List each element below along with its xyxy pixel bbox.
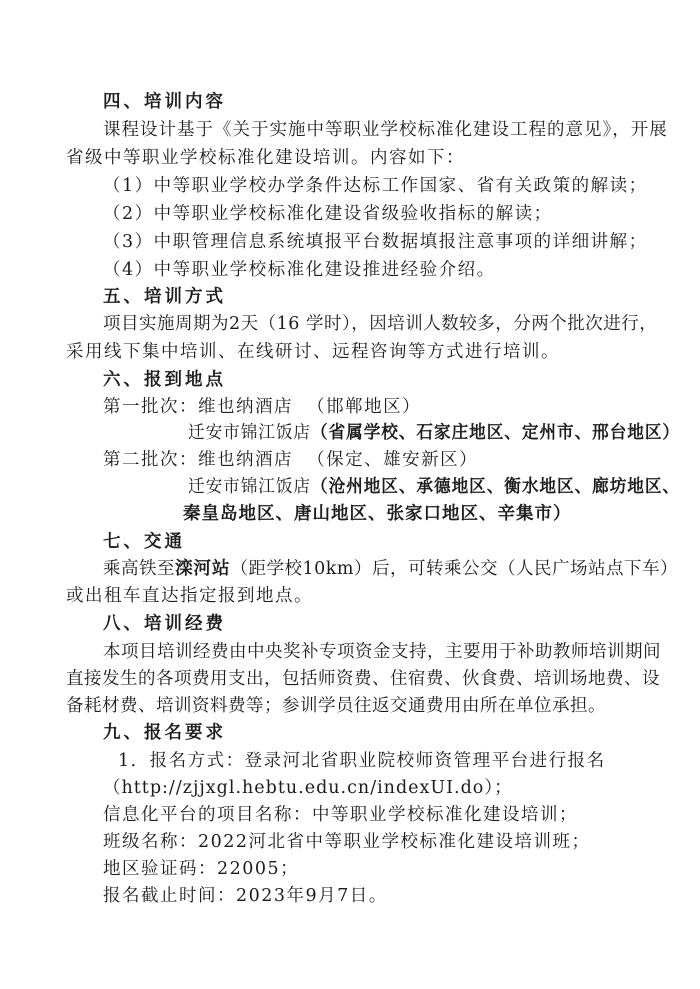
batch-2-hotel-2-area-line-1: （沧州地区、承德地区、衡水地区、廊坊地区、 [310, 477, 680, 497]
section-5-paragraph-line-1: 项目实施周期为2天（16 学时），因培训人数较多，分两个批次进行， [103, 314, 658, 334]
batch-1-line [103, 395, 421, 419]
section-7-paragraph-line-1 [103, 557, 678, 581]
section-8-paragraph-line-1: 本项目培训经费由中央奖补专项资金支持，主要用于补助教师培训期间 [103, 642, 661, 662]
batch-2-hotel-2-area-line-2: 秦皇岛地区、唐山地区、张家口地区、辛集市） [183, 504, 572, 524]
section-6-heading: 六、报到地点 [103, 370, 226, 390]
batch-1-label: 第一批次： [103, 397, 198, 417]
batch-2-hotel-2-line [188, 475, 680, 499]
section-4-paragraph-line-1: 课程设计基于《关于实施中等职业学校标准化建设工程的意见》，开展 [103, 120, 668, 140]
registration-deadline: 报名截止时间：2023年9月7日。 [103, 886, 388, 906]
section-5-paragraph-line-2: 采用线下集中培训、在线研讨、远程咨询等方式进行培训。 [66, 342, 560, 362]
section-4-item-1: （1）中等职业学校办学条件达标工作国家、省有关政策的解读； [103, 176, 648, 196]
batch-1-hotel-2-line [188, 421, 680, 445]
station-name: 滦河站 [175, 559, 231, 579]
region-verification-code: 地区验证码：22005； [103, 859, 300, 879]
section-7-text-pre: 乘高铁至 [103, 559, 175, 579]
batch-2-hotel-1-area: （保定、雄安新区） [307, 450, 479, 470]
batch-1-hotel-2: 迁安市锦江饭店 [188, 423, 311, 443]
section-9-heading: 九、报名要求 [103, 723, 226, 743]
batch-1-hotel-1: 维也纳酒店 [198, 397, 293, 417]
batch-2-hotel-1: 维也纳酒店 [198, 450, 293, 470]
class-name: 班级名称：2022河北省中等职业学校标准化建设培训班； [103, 832, 591, 852]
batch-2-hotel-2: 迁安市锦江饭店 [188, 477, 311, 497]
section-7-paragraph-line-2: 或出租车直达指定报到地点。 [66, 586, 313, 606]
batch-2-label: 第二批次： [103, 450, 198, 470]
section-8-paragraph-line-2: 直接发生的各项费用支出，包括师资费、住宿费、伙食费、培训场地费、设 [66, 669, 660, 689]
registration-method: 1．报名方式：登录河北省职业院校师资管理平台进行报名 [118, 751, 606, 771]
section-4-item-4: （4）中等职业学校标准化建设推进经验介绍。 [103, 260, 496, 280]
platform-project-name: 信息化平台的项目名称：中等职业学校标准化建设培训； [103, 805, 578, 825]
batch-1-hotel-2-area: （省属学校、石家庄地区、定州市、邢台地区） [310, 423, 680, 443]
batch-1-hotel-1-area: （邯郸地区） [307, 397, 422, 417]
batch-2-line [103, 448, 478, 472]
section-4-paragraph-line-2: 省级中等职业学校标准化建设培训。内容如下： [66, 148, 465, 168]
section-5-heading: 五、培训方式 [103, 287, 226, 307]
section-8-heading: 八、培训经费 [103, 614, 226, 634]
section-4-item-3: （3）中职管理信息系统填报平台数据填报注意事项的详细讲解； [103, 232, 648, 252]
registration-url: （http://zjjxgl.hebtu.edu.cn/indexUI.do）； [103, 778, 513, 798]
section-8-paragraph-line-3: 备耗材费、培训资料费等；参训学员往返交通费用由所在单位承担。 [66, 696, 606, 716]
section-4-heading: 四、培训内容 [103, 92, 226, 112]
section-7-text-post: （距学校10km）后，可转乘公交（人民广场站点下车） [230, 559, 678, 579]
section-4-item-2: （2）中等职业学校标准化建设省级验收指标的解读； [103, 204, 553, 224]
section-7-heading: 七、交通 [103, 532, 185, 552]
